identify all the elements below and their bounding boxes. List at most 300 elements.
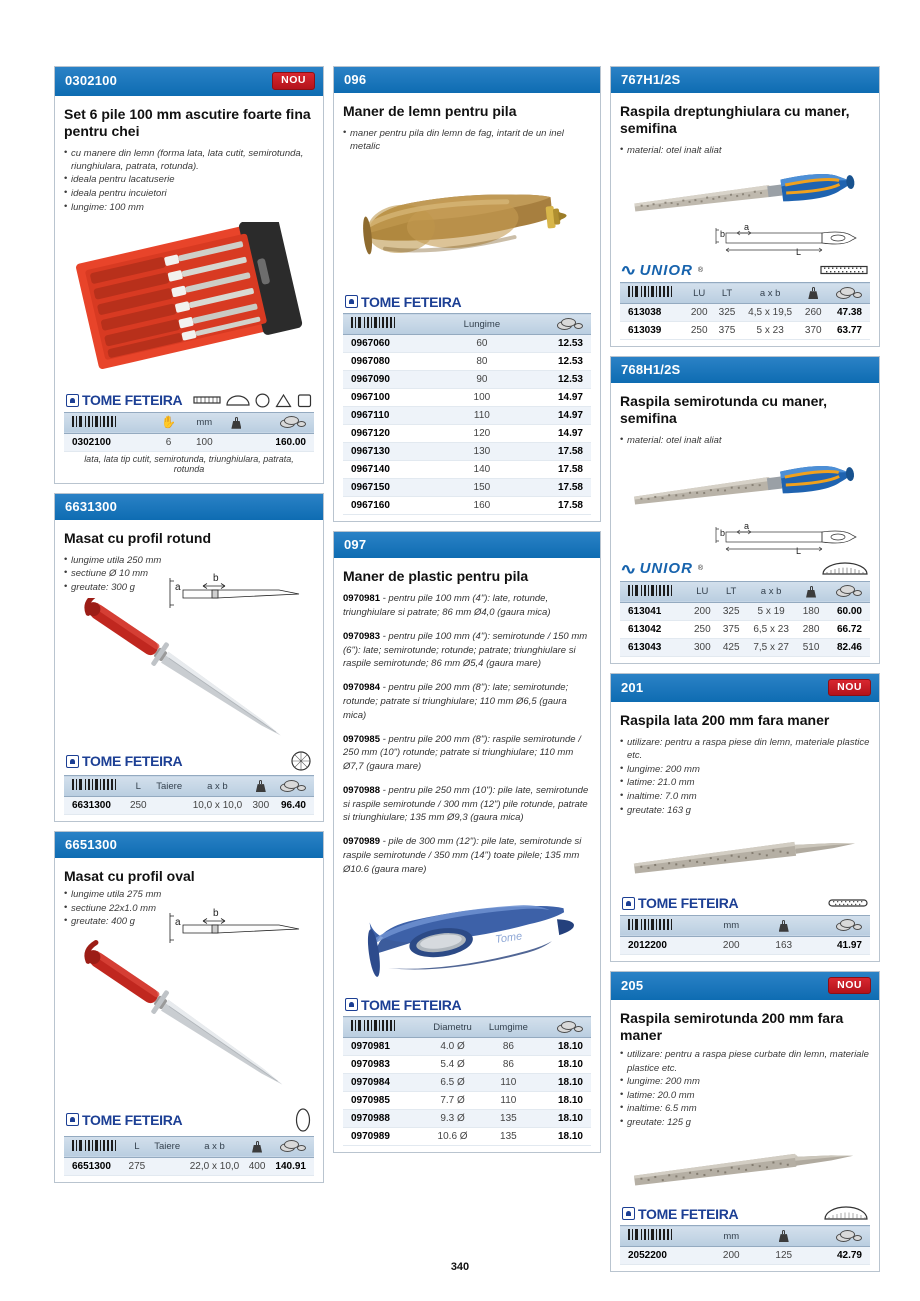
cell-code: 0967120: [343, 425, 437, 443]
cell-weight: 370: [799, 322, 827, 340]
cell-price: 14.97: [527, 389, 591, 407]
cell-lungime: 135: [480, 1128, 536, 1146]
product-image-wooden-file-handle: [343, 159, 591, 291]
cell-code: 0970985: [343, 1092, 425, 1110]
profile-icons: [193, 393, 312, 408]
round-hatched-icon: [290, 750, 312, 772]
product-block-205: [610, 971, 880, 1272]
product-header: [334, 532, 600, 558]
cell-code: 613042: [620, 620, 688, 638]
cell-code: 0967140: [343, 461, 437, 479]
cell-code: 0967110: [343, 407, 437, 425]
product-block-201: [610, 673, 880, 962]
square-icon: [297, 393, 312, 408]
brand-row: [64, 748, 314, 775]
header-price: [810, 915, 870, 936]
weight-icon: [806, 586, 816, 598]
feature-item: • lungime: 200 mm: [620, 1075, 870, 1088]
variant-description: [343, 835, 591, 876]
header-weight: [244, 1136, 270, 1157]
feature-item: • greutate: 163 g: [620, 804, 870, 817]
product-image-halfround-rasp: [620, 1135, 870, 1203]
cell-mm: 100: [186, 433, 223, 451]
coins-price-icon: [557, 1021, 583, 1034]
feature-item: • ideala pentru incuietori: [64, 187, 314, 200]
flat-rasp-section-icon: [820, 263, 868, 277]
table-header-row: [64, 412, 314, 433]
product-code: 097: [344, 537, 367, 553]
table-row[interactable]: [343, 461, 591, 479]
table-row[interactable]: [343, 1128, 591, 1146]
variant-code: 0970981: [343, 593, 380, 605]
feature-item: • cu manere din lemn (forma lata, lata cutit, semirotunda, riunghiulara, patrata, rotunda).: [64, 147, 314, 173]
profile-icons: [290, 750, 312, 772]
brand-row: [620, 893, 870, 915]
barcode-icon: [628, 286, 674, 297]
header-price: [270, 1136, 314, 1157]
brand-tome-feteira: [622, 895, 738, 911]
half-round-rasp-section-icon: [822, 561, 868, 577]
table-row[interactable]: [343, 1056, 591, 1074]
feature-item: • lungime: 200 mm: [620, 763, 870, 776]
cell-lungime: 80: [437, 353, 526, 371]
dimension-diagram: [620, 221, 870, 259]
brand-label: UNIOR: [639, 261, 693, 279]
header-mm: mm: [705, 1226, 758, 1247]
header-barcode: [620, 283, 685, 304]
cell-lu: 250: [685, 322, 713, 340]
header-price: [825, 581, 870, 602]
table-row[interactable]: [343, 1110, 591, 1128]
cell-lungime: 120: [437, 425, 526, 443]
spec-table-768: [620, 581, 870, 657]
coins-price-icon: [836, 919, 862, 932]
tome-feteira-logo-icon: [622, 1207, 635, 1220]
barcode-icon: [628, 585, 674, 596]
product-header: [55, 832, 323, 858]
cell-length: 250: [125, 797, 151, 815]
spec-table-6631300: [64, 775, 314, 815]
cell-price: 17.58: [527, 497, 591, 515]
product-header: [611, 67, 879, 93]
dim-label-a: a: [744, 222, 750, 233]
cell-price: 17.58: [527, 461, 591, 479]
cell-lungime: 100: [437, 389, 526, 407]
table-note: lata, lata tip cutit, semirotunda, triunghiulara, patrata, rotunda: [64, 452, 314, 477]
column-right: [610, 66, 880, 1272]
barcode-icon: [72, 416, 118, 427]
cell-weight: 180: [797, 602, 826, 620]
feature-item: • latime: 21.0 mm: [620, 776, 870, 789]
header-lu: LU: [688, 581, 717, 602]
header-weight: [758, 915, 811, 936]
cell-code: 0970981: [343, 1038, 425, 1056]
dimension-diagram: [159, 570, 314, 592]
product-block-6631300: [54, 493, 324, 822]
product-image-file-set-box: [64, 220, 314, 390]
product-title: Raspila semirotunda cu maner, semifina: [620, 393, 827, 427]
table-row[interactable]: [343, 1092, 591, 1110]
product-code: 6631300: [65, 498, 118, 514]
cell-diametru: 7.7 Ø: [425, 1092, 480, 1110]
product-body: [611, 383, 879, 662]
brand-label: TOME FETEIRA: [82, 753, 183, 770]
brand-label: TOME FETEIRA: [361, 293, 462, 310]
cell-axb: 5 x 23: [741, 322, 799, 340]
product-code: 205: [621, 978, 644, 994]
cell-lungime: 86: [480, 1056, 536, 1074]
brand-row: [620, 1203, 870, 1225]
feature-item: • greutate: 300 g: [64, 581, 314, 594]
barcode-icon: [351, 1020, 397, 1031]
brand-label: TOME FETEIRA: [638, 1205, 739, 1222]
brand-label: TOME FETEIRA: [361, 996, 462, 1013]
variant-code: 0970988: [343, 784, 380, 796]
header-barcode: [343, 314, 437, 335]
table-row[interactable]: [620, 602, 870, 620]
table-row[interactable]: [343, 353, 591, 371]
cell-code: 0967060: [343, 335, 437, 353]
variant-description: [343, 681, 591, 722]
table-row[interactable]: [343, 335, 591, 353]
header-taiere: Taiere: [151, 776, 187, 797]
cell-code: 6651300: [64, 1157, 124, 1175]
variant-description: [343, 733, 591, 774]
spec-table-6651300: [64, 1136, 314, 1176]
header-price: [810, 1226, 870, 1247]
cell-price: 60.00: [825, 602, 870, 620]
cell-price: 41.97: [810, 936, 870, 954]
cell-price: 63.77: [827, 322, 870, 340]
half-round-icon: [226, 393, 250, 407]
cell-weight: 280: [797, 620, 826, 638]
product-code: 6651300: [65, 837, 118, 853]
product-code: 096: [344, 72, 367, 87]
table-row[interactable]: [343, 425, 591, 443]
product-block-767H12S: [610, 66, 880, 347]
cell-weight: 300: [248, 797, 274, 815]
product-header: [611, 972, 879, 1001]
product-header: [611, 357, 879, 383]
header-weight: [797, 581, 826, 602]
svg-text:Tome: Tome: [494, 930, 523, 947]
header-price: [536, 1017, 591, 1038]
cell-weight: 260: [799, 304, 827, 322]
cell-code: 0967090: [343, 371, 437, 389]
table-row[interactable]: [64, 797, 314, 815]
cell-price: 12.53: [527, 353, 591, 371]
feature-item: • inaltime: 6.5 mm: [620, 1102, 870, 1115]
product-block-0302100: [54, 66, 324, 484]
table-header-row: [64, 776, 314, 797]
spec-table-201: [620, 915, 870, 955]
feature-item: • utilizare: pentru a raspa piese din lemn, materiale plastice etc.: [620, 736, 870, 762]
column-left: [54, 66, 324, 1183]
weight-icon: [252, 1141, 262, 1153]
profile-icons: [294, 1107, 312, 1133]
oval-icon: [294, 1107, 312, 1133]
cell-price: 14.97: [527, 425, 591, 443]
rasp-rectangular-illustration: [620, 164, 870, 224]
dimension-sketch-oval: [159, 905, 309, 951]
page-number: 340: [450, 1261, 470, 1273]
cell-price: 18.10: [536, 1092, 591, 1110]
cell-lt: 375: [717, 620, 746, 638]
new-badge: NOU: [828, 977, 871, 995]
coins-price-icon: [280, 1140, 306, 1153]
cell-price: 96.40: [274, 797, 314, 815]
dimension-diagram: [620, 520, 870, 558]
product-code: 767H1/2S: [621, 72, 681, 87]
header-barcode: [64, 412, 151, 433]
cell-lungime: 110: [480, 1074, 536, 1092]
feature-item: • sectiune 22x1.0 mm: [64, 902, 314, 915]
cell-price: 18.10: [536, 1038, 591, 1056]
feature-item: • material: otel inalt aliat: [620, 144, 870, 157]
cell-axb: 10,0 x 10,0: [187, 797, 248, 815]
registered-mark: ®: [697, 565, 704, 573]
cell-lungime: 140: [437, 461, 526, 479]
weight-icon: [256, 780, 266, 792]
column-middle: [333, 66, 601, 1153]
triangle-icon: [275, 393, 292, 408]
table-row[interactable]: [343, 479, 591, 497]
table-row[interactable]: [343, 443, 591, 461]
table-row[interactable]: [343, 389, 591, 407]
cell-price: 140.91: [270, 1157, 314, 1175]
rasp-halfround-illustration: [620, 455, 870, 523]
table-row[interactable]: [64, 433, 314, 451]
coins-price-icon: [557, 318, 583, 331]
feature-list: [620, 736, 870, 817]
cell-price: 18.10: [536, 1074, 591, 1092]
feature-list: [620, 1048, 870, 1129]
table-row[interactable]: [620, 638, 870, 656]
header-barcode: [620, 581, 688, 602]
cell-lungime: 130: [437, 443, 526, 461]
cell-lt: 425: [717, 638, 746, 656]
cell-weight: 163: [758, 936, 811, 954]
variant-text: - pentru pile 250 mm (10"): pile late, semirotunde si raspile semirotunde / 300 mm (12") pile rotunde, patrate si triunghiulare; 135 mm Ø9,3 (gaura mica): [343, 784, 589, 824]
header-quantity: [151, 412, 186, 433]
cell-diametru: 9.3 Ø: [425, 1110, 480, 1128]
cell-quantity: 6: [151, 433, 186, 451]
header-taiere: Taiere: [150, 1136, 185, 1157]
header-barcode: [343, 1017, 425, 1038]
page-columns: [54, 66, 870, 1272]
cell-weight: [223, 433, 250, 451]
cell-lu: 250: [688, 620, 717, 638]
variant-code: 0970983: [343, 630, 380, 642]
cell-price: 66.72: [825, 620, 870, 638]
cell-lungime: 110: [437, 407, 526, 425]
flat-file-icon: [193, 394, 221, 406]
feature-item: • maner pentru pila din lemn de fag, intarit de un inel metalic: [343, 127, 591, 153]
product-title: Set 6 pile 100 mm ascutire foarte fina pentru chei: [64, 105, 311, 139]
cell-code: 2052200: [620, 1247, 705, 1265]
barcode-icon: [72, 779, 118, 790]
round-icon: [255, 393, 270, 408]
header-barcode: [620, 1226, 705, 1247]
cell-diametru: 10.6 Ø: [425, 1128, 480, 1146]
product-body: [611, 1000, 879, 1271]
product-body: [334, 558, 600, 1152]
tome-feteira-logo-icon: [622, 897, 635, 910]
table-row[interactable]: [343, 497, 591, 515]
feature-item: • material: otel inalt aliat: [620, 434, 870, 447]
weight-icon: [231, 417, 241, 429]
feature-item: • lungime utila 275 mm: [64, 888, 314, 901]
variant-text: - pentru pile 200 mm (8"): late; semirotunde; rotunde; patrate si triunghiulare; 110 mm Ø6,5 (gaura mica): [343, 682, 569, 721]
brand-tome-feteira: [66, 392, 182, 408]
product-header: [611, 674, 879, 703]
table-row[interactable]: [343, 1074, 591, 1092]
tome-feteira-logo-icon: [66, 1113, 79, 1126]
product-title: Raspila dreptunghiulara cu maner, semifina: [620, 103, 850, 137]
feature-item: • latime: 20.0 mm: [620, 1089, 870, 1102]
header-lt: LT: [713, 283, 741, 304]
table-header-row: [620, 581, 870, 602]
cell-weight: 125: [758, 1247, 811, 1265]
new-badge: NOU: [272, 72, 315, 90]
brand-row: [620, 558, 870, 581]
brand-label: TOME FETEIRA: [638, 895, 739, 912]
feature-item: • greutate: 125 g: [620, 1116, 870, 1129]
brand-row: [620, 259, 870, 282]
coins-price-icon: [836, 585, 862, 598]
product-image-flat-rasp: [620, 823, 870, 893]
feature-item: • ideala pentru lacatuserie: [64, 173, 314, 186]
feature-item: • utilizare: pentru a raspa piese curbate din lemn, materiale plastice etc.: [620, 1048, 870, 1074]
feature-list: [620, 144, 870, 157]
unior-logo-icon: ∿: [620, 262, 637, 280]
cell-price: 14.97: [527, 407, 591, 425]
header-price: [250, 412, 314, 433]
cell-price: 18.10: [536, 1128, 591, 1146]
cell-code: 0970983: [343, 1056, 425, 1074]
brand-label: TOME FETEIRA: [82, 392, 183, 409]
brand-unior: [622, 261, 703, 279]
weight-icon: [779, 920, 789, 932]
feature-list: [64, 147, 314, 214]
header-length: L: [124, 1136, 150, 1157]
dimension-diagram: [159, 905, 314, 927]
cell-code: 0967080: [343, 353, 437, 371]
brand-row: [343, 291, 591, 313]
cell-lungime: 86: [480, 1038, 536, 1056]
table-row[interactable]: [620, 322, 870, 340]
cell-lu: 200: [688, 602, 717, 620]
coins-price-icon: [836, 1230, 862, 1243]
brand-tome-feteira: [66, 1112, 182, 1128]
cell-price: 18.10: [536, 1056, 591, 1074]
product-title: Masat cu profil rotund: [64, 529, 211, 546]
product-title: Maner de lemn pentru pila: [343, 103, 517, 119]
cell-code: 0970989: [343, 1128, 425, 1146]
header-barcode: [64, 1136, 124, 1157]
cell-code: 0967160: [343, 497, 437, 515]
cell-diametru: 4.0 Ø: [425, 1038, 480, 1056]
product-image-sharpening-steel-round: [64, 598, 314, 748]
product-body: [611, 93, 879, 346]
brand-tome-feteira: [345, 997, 461, 1013]
sharpening-steel-oval-illustration: [64, 937, 314, 1105]
variant-text: - pentru pile 200 mm (8"): raspile semirotunde / 250 mm (10") rotunde; patrate si triunghiulare; 110 mm Ø7,7 (gaura mare): [343, 733, 581, 773]
coins-price-icon: [280, 780, 306, 793]
brand-row: [64, 1105, 314, 1136]
header-length: L: [125, 776, 151, 797]
brand-unior: [622, 560, 703, 578]
product-header: [55, 494, 323, 520]
spec-table-767: [620, 282, 870, 340]
table-row[interactable]: [620, 620, 870, 638]
barcode-icon: [628, 1229, 674, 1240]
cell-code: 613043: [620, 638, 688, 656]
cell-lungime: 110: [480, 1092, 536, 1110]
table-row[interactable]: [64, 1157, 314, 1175]
header-axb: a x b: [741, 283, 799, 304]
tome-feteira-logo-icon: [345, 295, 358, 308]
spec-table-097: [343, 1016, 591, 1146]
variant-text: - pentru pile 100 mm (4"): semirotunde / 150 mm (6"): late; semirotunde; rotunde; patrate; triunghiulare si raspile semirotunde; 86 mm Ø5,4 (gaura mare): [343, 630, 588, 670]
header-lu: LU: [685, 283, 713, 304]
file-set-illustration: [69, 222, 309, 387]
table-row[interactable]: [343, 1038, 591, 1056]
plastic-handle-illustration: [345, 887, 589, 993]
feature-list: [343, 127, 591, 153]
cell-code: 2012200: [620, 936, 705, 954]
cell-code: 6631300: [64, 797, 125, 815]
feature-item: • greutate: 400 g: [64, 915, 314, 928]
product-title: Raspila semirotunda 200 mm fara maner: [620, 1010, 844, 1044]
product-code: 768H1/2S: [621, 362, 681, 378]
cell-price: 42.79: [810, 1247, 870, 1265]
cell-code: 0302100: [64, 433, 151, 451]
cell-price: 12.53: [527, 371, 591, 389]
cell-price: 17.58: [527, 479, 591, 497]
table-body-767: [620, 304, 870, 340]
table-row[interactable]: [620, 936, 870, 954]
brand-tome-feteira: [622, 1206, 738, 1222]
table-row[interactable]: [343, 371, 591, 389]
dimension-sketch-halfround: [704, 520, 864, 558]
cell-code: 0967100: [343, 389, 437, 407]
header-mm: mm: [186, 412, 223, 433]
cell-code: 613039: [620, 322, 685, 340]
dim-label-a: a: [744, 520, 750, 531]
flat-rasp-illustration: [620, 824, 870, 892]
profile-icons: [820, 263, 868, 277]
brand-tome-feteira: [66, 753, 182, 769]
table-header-row: [64, 1136, 314, 1157]
feature-item: • sectiune Ø 10 mm: [64, 567, 314, 580]
registered-mark: ®: [697, 266, 704, 274]
dim-label-b: b: [720, 229, 726, 240]
cell-code: 0970988: [343, 1110, 425, 1128]
spec-table-205: [620, 1225, 870, 1265]
table-row[interactable]: [620, 304, 870, 322]
variant-code: 0970989: [343, 836, 380, 848]
product-header: [55, 67, 323, 96]
table-row[interactable]: [343, 407, 591, 425]
product-image-sharpening-steel-oval: [64, 937, 314, 1105]
dim-label-a: a: [175, 582, 181, 594]
table-body-768: [620, 602, 870, 656]
product-body: [55, 858, 323, 1181]
cell-lu: 300: [688, 638, 717, 656]
product-code: 201: [621, 679, 644, 695]
dim-label-L: L: [796, 247, 802, 258]
